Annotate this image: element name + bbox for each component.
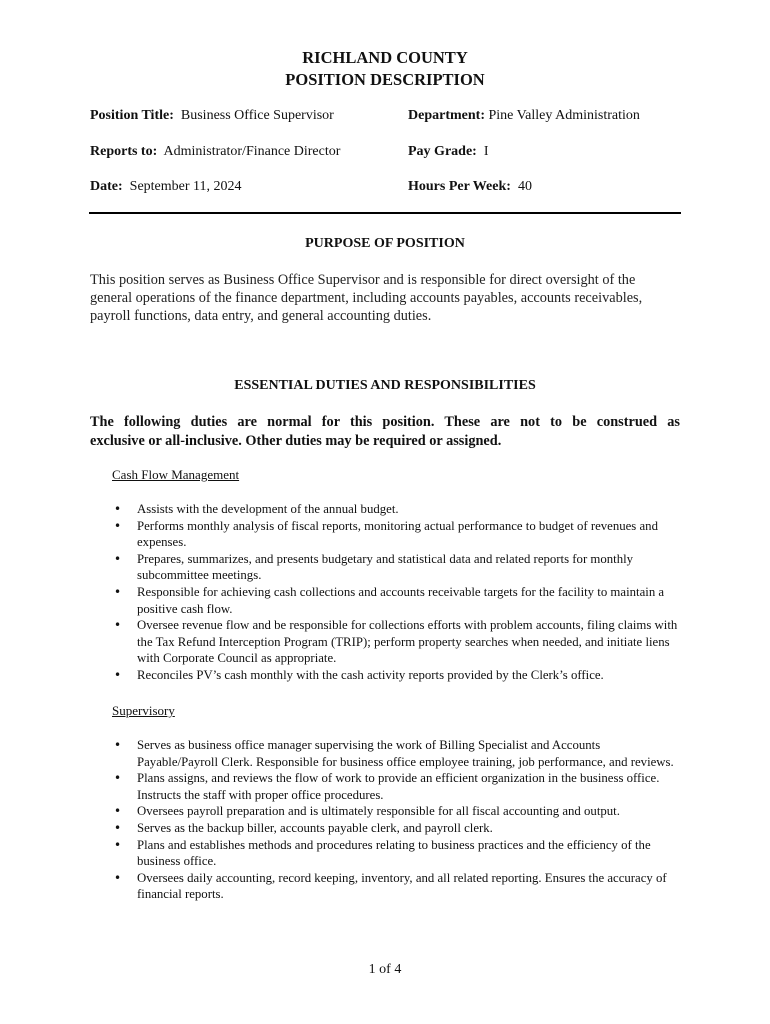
date-label: Date [90,179,118,194]
cash-flow-subheading: Cash Flow Management [112,467,240,482]
list-item: • Plans and establishes methods and procedures relating to business practices and the efficiency of the business office. [112,837,680,870]
pay-grade-field: Pay Grade: I [408,144,489,159]
hours-per-week-field: Hours Per Week: 40 [408,179,532,194]
purpose-text: This position serves as Business Office Supervisor and is responsible for direct oversight of the general operations of the finance department, including accounts payables, accounts receivables, payroll functions, data entry, and general accounting duties. [90,272,643,324]
cash-flow-list [112,501,680,684]
department-label: Department [408,108,481,123]
duties-intro-line-1: The following duties are normal for this position. These are not to be construed as [90,414,680,430]
list-item: • Assists with the development of the annual budget. [112,501,680,518]
document-title: POSITION DESCRIPTION [285,70,485,89]
department-field: Department: Pine Valley Administration [408,108,640,123]
reports-to-label: Reports to [90,144,153,159]
list-item: • Reconciles PV’s cash monthly with the cash activity reports provided by the Clerk’s office. [112,667,680,684]
list-item: • Oversees payroll preparation and is ultimately responsible for all fiscal accounting and output. [112,803,680,820]
page-number: 1 of 4 [368,962,402,977]
department-value: Pine Valley Administration [488,108,640,123]
list-item: • Oversee revenue flow and be responsible for collections efforts with problem accounts, filing claims with the Tax Refund Interception Program (TRIP); perform property searches when needed, and initiate liens with Corporate Council as appropriate. [112,617,680,667]
pay-grade-label: Pay Grade [408,144,473,159]
purpose-heading: PURPOSE OF POSITION [305,236,465,251]
date-value: September 11, 2024 [129,179,242,194]
header-divider [89,212,681,214]
reports-to-value: Administrator/Finance Director [163,144,341,159]
position-title-label: Position Title [90,108,170,123]
position-title-field: Position Title: Business Office Supervisor [90,108,334,123]
hours-per-week-label: Hours Per Week [408,179,507,194]
pay-grade-value: I [483,144,489,159]
list-item: • Serves as business office manager supervising the work of Billing Specialist and Accounts Payable/Payroll Clerk. Responsible for business office employee training, job performance, and reviews. [112,737,680,770]
list-item: • Serves as the backup biller, accounts payable clerk, and payroll clerk. [112,820,680,837]
date-field: Date: September 11, 2024 [90,179,242,194]
duties-intro [90,413,680,451]
supervisory-list [112,737,680,903]
position-title-value: Business Office Supervisor [180,108,334,123]
list-item: • Performs monthly analysis of fiscal reports, monitoring actual performance to budget of revenues and expenses. [112,518,680,551]
list-item: • Responsible for achieving cash collections and accounts receivable targets for the facility to maintain a positive cash flow. [112,584,680,617]
supervisory-subheading: Supervisory [112,703,175,718]
list-item: • Plans assigns, and reviews the flow of work to provide an efficient organization in the business office. Instructs the staff with proper office procedures. [112,770,680,803]
list-item: • Oversees daily accounting, record keeping, inventory, and all related reporting. Ensures the accuracy of financial reports. [112,870,680,903]
duties-intro-line-2: exclusive or all-inclusive. Other duties may be required or assigned. [90,433,502,449]
reports-to-field: Reports to: Administrator/Finance Director [90,144,341,159]
duties-heading: ESSENTIAL DUTIES AND RESPONSIBILITIES [234,378,536,393]
county-title: RICHLAND COUNTY [302,48,468,67]
list-item: • Prepares, summarizes, and presents budgetary and statistical data and related reports for monthly subcommittee meetings. [112,551,680,584]
hours-per-week-value: 40 [517,179,532,194]
